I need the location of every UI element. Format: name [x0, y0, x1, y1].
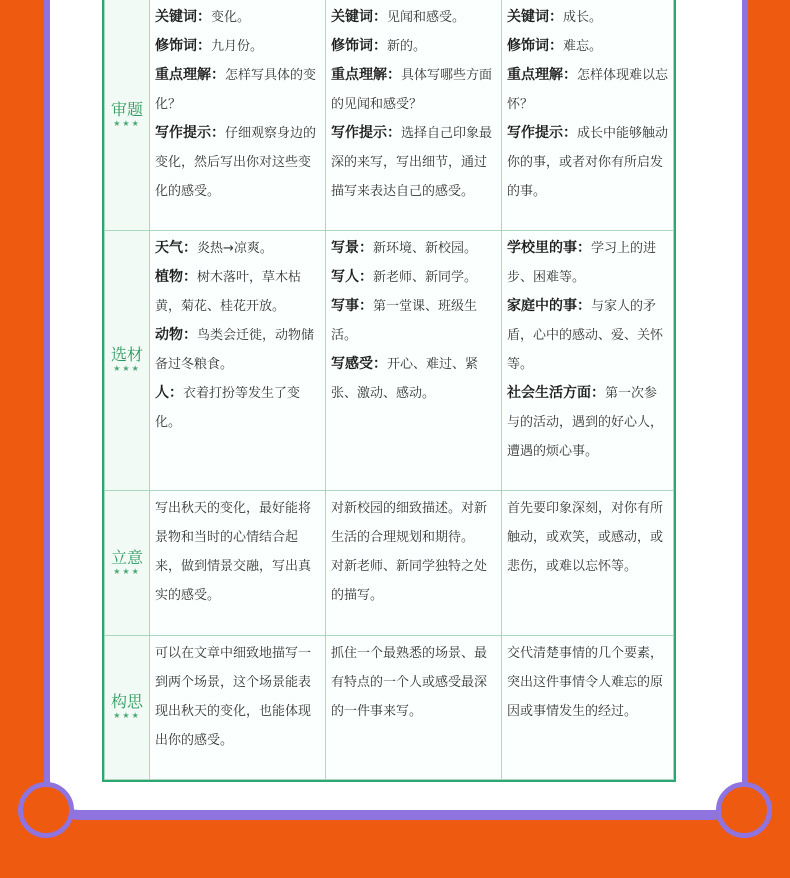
entry-keyword: 写景： [331, 239, 373, 256]
entry-keyword: 社会生活方面： [507, 384, 605, 401]
entry-keyword: 重点理解： [155, 67, 225, 84]
entry-text: 新老师、新同学。 [373, 269, 478, 285]
entry-text: 首先要印象深刻，对你有所触动，或欢笑，或感动，或悲伤，或难以忘怀等。 [507, 500, 664, 574]
row-header-label: 构思 [110, 692, 143, 712]
entry-text: 成长中能够触动你的事，或者对你有所启发的事。 [507, 126, 669, 200]
cell-entry [331, 234, 497, 263]
cell-entry [507, 61, 669, 119]
cell-entry [331, 32, 497, 61]
cell-entry [507, 639, 669, 726]
entry-text: 怎样写具体的变化？ [155, 68, 317, 113]
table-cell [502, 635, 674, 779]
corner-notch-left [18, 782, 74, 838]
table-row [105, 490, 674, 635]
entry-text: 学习上的进步、困难等。 [507, 240, 657, 285]
cell-entry [155, 321, 321, 379]
entry-keyword: 学校里的事： [507, 239, 591, 256]
entry-keyword: 修饰词： [331, 38, 387, 55]
entry-text: 对新老师、新同学独特之处的描写。 [331, 558, 488, 603]
table-cell [326, 230, 502, 490]
stars-icon: ★★★ [113, 118, 141, 128]
cell-entry [331, 350, 497, 408]
entry-keyword: 写作提示： [155, 125, 225, 142]
entry-text: 第一次参与的活动，遇到的好心人，遭遇的烦心事。 [507, 385, 664, 459]
cell-entry [331, 494, 497, 552]
table-cell [502, 490, 674, 635]
cell-entry [155, 234, 321, 263]
entry-text: 新的。 [387, 39, 427, 55]
entry-text: 鸟类会迁徙，动物储备过冬粮食。 [155, 327, 315, 372]
cell-entry [155, 119, 321, 206]
table-cell [150, 635, 326, 779]
cell-entry [331, 119, 497, 206]
table-cell [326, 0, 502, 230]
entry-text: 难忘。 [563, 39, 603, 55]
entry-text: 树木落叶，草木枯黄，菊花、桂花开放。 [155, 269, 302, 314]
cell-entry [331, 61, 497, 119]
cell-entry [155, 61, 321, 119]
entry-text: 新环境、新校园。 [373, 240, 478, 256]
entry-text: 抓住一个最熟悉的场景、最有特点的一个人或感受最深的一件事来写。 [331, 645, 488, 719]
entry-keyword: 重点理解： [331, 67, 401, 84]
entry-keyword: 关键词： [331, 9, 387, 26]
entry-keyword: 家庭中的事： [507, 297, 591, 314]
cell-entry [331, 639, 497, 726]
corner-notch-right [716, 782, 772, 838]
entry-keyword: 写作提示： [331, 125, 401, 142]
entry-keyword: 修饰词： [155, 38, 211, 55]
cell-entry [507, 234, 669, 292]
stars-icon: ★★★ [113, 364, 141, 374]
entry-text: 第一堂课、班级生活。 [331, 298, 478, 343]
cell-entry [507, 32, 669, 61]
row-header [105, 490, 150, 635]
entry-text: 与家人的矛盾，心中的感动、爱、关怀等。 [507, 298, 664, 372]
table-cell [150, 0, 326, 230]
entry-text: 具体写哪些方面的见闻和感受？ [331, 68, 493, 113]
cell-entry [331, 3, 497, 32]
entry-text: 开心、难过、紧张、激动、感动。 [331, 356, 479, 401]
cell-entry [507, 494, 669, 581]
cell-entry [507, 379, 669, 466]
row-header [105, 230, 150, 490]
table-row [105, 0, 674, 230]
cell-entry [331, 263, 497, 292]
cell-entry [331, 552, 497, 610]
writing-guide-table [102, 0, 676, 782]
entry-text: 成长。 [563, 10, 603, 26]
entry-keyword: 写感受： [331, 355, 387, 372]
row-header-label: 立意 [110, 547, 143, 567]
entry-keyword: 写作提示： [507, 125, 577, 142]
entry-text: 衣着打扮等发生了变化。 [155, 385, 301, 430]
cell-entry [155, 639, 321, 755]
cell-entry [331, 292, 497, 350]
entry-text: 九月份。 [211, 39, 264, 55]
cell-entry [155, 32, 321, 61]
entry-text: 变化。 [211, 10, 251, 26]
entry-keyword: 写事： [331, 297, 373, 314]
entry-keyword: 重点理解： [507, 67, 577, 84]
cell-entry [155, 494, 321, 610]
entry-keyword: 人： [155, 384, 183, 401]
row-header-label: 选材 [110, 345, 143, 365]
entry-text: 对新校园的细致描述。对新生活的合理规划和期待。 [331, 500, 488, 545]
row-header [105, 635, 150, 779]
entry-text: 仔细观察身边的变化，然后写出你对这些变化的感受。 [155, 126, 317, 200]
entry-text: 可以在文章中细致地描写一到两个场景，这个场景能表现出秋天的变化，也能体现出你的感受。 [155, 645, 312, 748]
table-cell [150, 490, 326, 635]
cell-entry [507, 292, 669, 379]
stars-icon: ★★★ [113, 711, 141, 721]
cell-entry [155, 3, 321, 32]
entry-keyword: 关键词： [155, 9, 211, 26]
entry-keyword: 关键词： [507, 9, 563, 26]
table-row [105, 230, 674, 490]
table-row [105, 635, 674, 779]
entry-keyword: 植物： [155, 268, 197, 285]
entry-text: 见闻和感受。 [387, 10, 466, 26]
entry-keyword: 写人： [331, 268, 373, 285]
entry-text: 怎样体现难以忘怀？ [507, 68, 669, 113]
cell-entry [507, 119, 669, 206]
stars-icon: ★★★ [113, 566, 141, 576]
entry-text: 交代清楚事情的几个要素，突出这件事情令人难忘的原因或事情发生的经过。 [507, 645, 664, 719]
row-header-label: 审题 [110, 99, 143, 119]
cell-entry [155, 263, 321, 321]
entry-keyword: 修饰词： [507, 38, 563, 55]
cell-entry [507, 3, 669, 32]
table-cell [326, 490, 502, 635]
entry-text: 选择自己印象最深的来写，写出细节，通过描写来表达自己的感受。 [331, 126, 493, 200]
cell-entry [155, 379, 321, 437]
entry-text: 写出秋天的变化，最好能将景物和当时的心情结合起来，做到情景交融，写出真实的感受。 [155, 500, 312, 603]
table-cell [502, 0, 674, 230]
entry-keyword: 动物： [155, 326, 197, 343]
table-cell [326, 635, 502, 779]
entry-text: 炎热→凉爽。 [197, 240, 273, 256]
row-header [105, 0, 150, 230]
entry-keyword: 天气： [155, 239, 197, 256]
table-cell [502, 230, 674, 490]
table-cell [150, 230, 326, 490]
